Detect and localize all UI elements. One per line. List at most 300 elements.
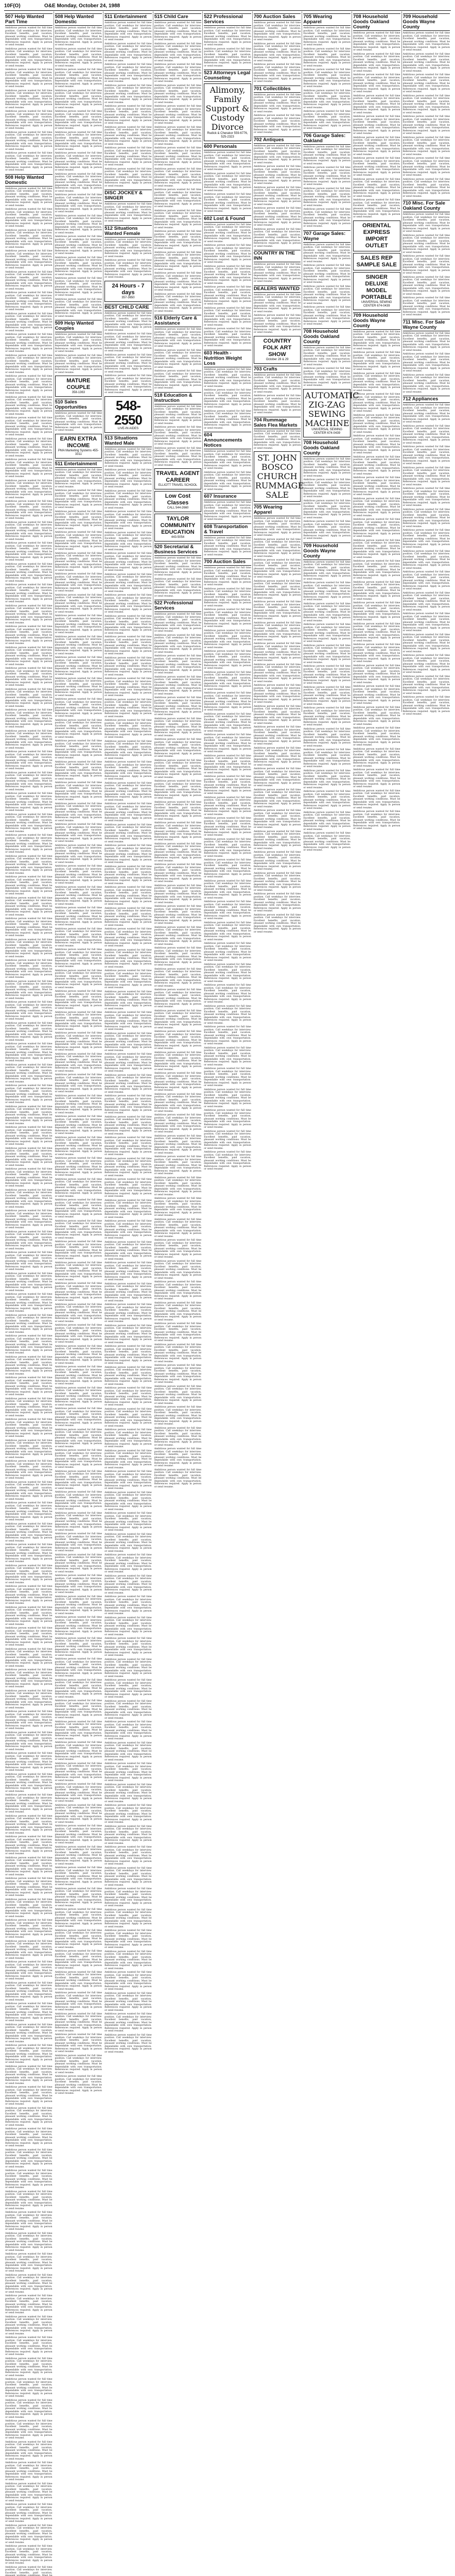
classified-ad: Ambitious person wanted for full time position. Call weekdays for interview. Excellent benefits, paid vacation, pleasant working conditions. Must be dependable with own transportation. References required. Apply in person or send resume. [154,1323,202,1343]
classified-ad: Ambitious person wanted for full time position. Call weekdays for interview. Excellent benefits, paid vacation, pleasant working conditions. Must be dependable with own transportation. References required. Apply in person or send resume. [303,264,351,284]
classified-ad: Ambitious person wanted for full time position. Call weekdays for interview. Excellent benefits, paid vacation, pleasant working conditions. Must be dependable with own transportation. References required. Apply in person or send resume. [55,1199,102,1219]
classified-ad: Ambitious person wanted for full time position. Call weekdays for interview. Excellent benefits, paid vacation, pleasant working conditions. Must be dependable with own transportation. References required. Apply in person or send resume. [5,1147,52,1167]
classified-ad: Ambitious person wanted for full time position. Call weekdays for interview. Excellent benefits, paid vacation, pleasant working conditions. Must be dependable with own transportation. References required. Apply in person or send resume. [353,706,400,726]
classified-ad: Ambitious person wanted for full time position. Call weekdays for interview. Excellent benefits, paid vacation, pleasant working conditions. Must be dependable with own transportation. References required. Apply in person or send resume. [254,538,301,558]
classified-ad: Ambitious person wanted for full time position. Call weekdays for interview. Excellent benefits, paid vacation, pleasant working conditions. Must be dependable with own transportation. References required. Apply in person or send resume. [104,1387,152,1407]
classified-ad: Ambitious person wanted for full time position. Call weekdays for interview. Excellent benefits, paid vacation, pleasant working conditions. Must be dependable with own transportation. References required. Apply in person or send resume. [5,939,52,959]
classified-ad: Ambitious person wanted for full time position. Call weekdays for interview. Excellent benefits, paid vacation, pleasant working conditions. Must be dependable with own transportation. References required. Apply in person or send resume. [5,1877,52,1897]
classified-ad: Ambitious person wanted for full time position. Call weekdays for interview. Excellent benefits, paid vacation, pleasant working conditions. Must be dependable with own transportation. References required. Apply in person or send resume. [204,775,251,795]
classified-ad: Ambitious person wanted for full time position. Call weekdays for interview. Excellent benefits, paid vacation, pleasant working conditions. Must be dependable with own transportation. References required. Apply in person or send resume. [104,1533,152,1553]
classified-ad: Ambitious person wanted for full time position. Call weekdays for interview. Excellent benefits, paid vacation, pleasant working conditions. Must be dependable with own transportation. References required. Apply in person or send resume. [204,650,251,670]
classified-column [402,11,451,712]
classified-ad: Ambitious person wanted for full time position. Call weekdays for interview. Excellent benefits, paid vacation, pleasant working conditions. Must be dependable with own transportation. References required. Apply in person or send resume. [154,1406,202,1426]
classified-ad: Ambitious person wanted for full time position. Call weekdays for interview. Excellent benefits, paid vacation, pleasant working conditions. Must be dependable with own transportation. References required. Apply in person or send resume. [204,151,251,172]
section-heading: 712 Appliances [403,396,450,403]
classified-ad: Ambitious person wanted for full time position. Call weekdays for interview. Excellent benefits, paid vacation, pleasant working conditions. Must be dependable with own transportation. References required. Apply in person or send resume. [55,1888,102,1908]
classified-ad: Ambitious person wanted for full time position. Call weekdays for interview. Excellent benefits, paid vacation, pleasant working conditions. Must be dependable with own transportation. References required. Apply in person or send resume. [154,63,202,83]
classified-ad: Ambitious person wanted for full time position. Call weekdays for interview. Excellent benefits, paid vacation, pleasant working conditions. Must be dependable with own transportation. References required. Apply in person or send resume. [5,250,52,270]
classified-ad: Ambitious person wanted for full time position. Call weekdays for interview. Excellent benefits, paid vacation, pleasant working conditions. Must be dependable with own transportation. References required. Apply in person or send resume. [154,738,202,758]
classified-ad: Ambitious person wanted for full time position. Call weekdays for interview. Excellent benefits, paid vacation, pleasant working conditions. Must be dependable with own transportation. References required. Apply in person or send resume. [5,1899,52,1919]
classified-ad: Ambitious person wanted for full time position. Call weekdays for interview. Excellent benefits, paid vacation, pleasant working conditions. Must be dependable with own transportation. References required. Apply in person or send resume. [154,349,202,369]
classified-ad: Ambitious person wanted for full time position. Call weekdays for interview. Excellent benefits, paid vacation, pleasant working conditions. Must be dependable with own transportation. References required. Apply in person or send resume. [403,32,450,52]
classified-ad: Ambitious person wanted for full time position. Call weekdays for interview. Excellent benefits, paid vacation, pleasant working conditions. Must be dependable with own transportation. References required. Apply in person or send resume. [5,2003,52,2023]
classified-ad: Ambitious person wanted for full time position. Call weekdays for interview. Excellent benefits, paid vacation, pleasant working conditions. Must be dependable with own transportation. References required. Apply in person or send resume. [204,734,251,754]
classified-ad: Ambitious person wanted for full time position. Call weekdays for interview. Excellent benefits, paid vacation, pleasant working conditions. Must be dependable with own transportation. References required. Apply in person or send resume. [55,844,102,865]
classified-ad: Ambitious person wanted for full time position. Call weekdays for interview. Excellent benefits, paid vacation, pleasant working conditions. Must be dependable with own transportation. References required. Apply in person or send resume. [5,1189,52,1209]
classified-ad: Ambitious person wanted for full time position. Call weekdays for interview. Excellent benefits, paid vacation, pleasant working conditions. Must be dependable with own transportation. References required. Apply in person or send resume. [204,368,251,388]
section-heading: 707 Garage Sales: Wayne [303,230,351,243]
classified-ad: Ambitious person wanted for full time position. Call weekdays for interview. Excellent benefits, paid vacation, pleasant working conditions. Must be dependable with own transportation. References required. Apply in person or send resume. [55,2055,102,2075]
classified-ad: Ambitious person wanted for full time position. Call weekdays for interview. Excellent benefits, paid vacation, pleasant working conditions. Must be dependable with own transportation. References required. Apply in person or send resume. [204,244,251,264]
classified-ad: Ambitious person wanted for full time position. Call weekdays for interview. Excellent benefits, paid vacation, pleasant working conditions. Must be dependable with own transportation. References required. Apply in person or send resume. [254,374,301,394]
classified-ad: Ambitious person wanted for full time position. Call weekdays for interview. Excellent benefits, paid vacation, pleasant working conditions. Must be dependable with own transportation. References required. Apply in person or send resume. [55,1867,102,1887]
classified-ad: Ambitious person wanted for full time position. Call weekdays for interview. Excellent benefits, paid vacation, pleasant working conditions. Must be dependable with own transportation. References required. Apply in person or send resume. [5,1940,52,1960]
classified-ad: Ambitious person wanted for full time position. Call weekdays for interview. Excellent benefits, paid vacation, pleasant working conditions. Must be dependable with own transportation. References required. Apply in person or send resume. [204,859,251,879]
classified-ad: Ambitious person wanted for full time position. Call weekdays for interview. Excellent benefits, paid vacation, pleasant working conditions. Must be dependable with own transportation. References required. Apply in person or send resume. [154,1385,202,1405]
classified-ad: Ambitious person wanted for full time position. Call weekdays for interview. Excellent benefits, paid vacation, pleasant working conditions. Must be dependable with own transportation. References required. Apply in person or send resume. [5,1627,52,1647]
classified-ad: Ambitious person wanted for full time position. Call weekdays for interview. Excellent benefits, paid vacation, pleasant working conditions. Must be dependable with own transportation. References required. Apply in person or send resume. [104,1992,152,2012]
classified-ad: Ambitious person wanted for full time position. Call weekdays for interview. Excellent benefits, paid vacation, pleasant working conditions. Must be dependable with own transportation. References required. Apply in person or send resume. [104,1846,152,1866]
classified-ad: Ambitious person wanted for full time position. Call weekdays for interview. Excellent benefits, paid vacation, pleasant working conditions. Must be dependable with own transportation. References required. Apply in person or send resume. [104,1262,152,1282]
classified-ad: Ambitious person wanted for full time position. Call weekdays for interview. Excellent benefits, paid vacation, pleasant working conditions. Must be dependable with own transportation. References required. Apply in person or send resume. [55,1303,102,1324]
classified-ad: Ambitious person wanted for full time position. Call weekdays for interview. Excellent benefits, paid vacation, pleasant working conditions. Must be dependable with own transportation. References required. Apply in person or send resume. [104,1199,152,1219]
classified-ad: Ambitious person wanted for full time position. Call weekdays for interview. Excellent benefits, paid vacation, pleasant working conditions. Must be dependable with own transportation. References required. Apply in person or send resume. [303,110,351,130]
section-heading: 510 Sales Opportunities [55,399,102,411]
classified-ad: Ambitious person wanted for full time position. Call weekdays for interview. Excellent benefits, paid vacation, pleasant working conditions. Must be dependable with own transportation. References required. Apply in person or send resume. [55,1157,102,1177]
classified-ad: Ambitious person wanted for full time position. Call weekdays for interview. Excellent benefits, paid vacation, pleasant working conditions. Must be dependable with own transportation. References required. Apply in person or send resume. [204,410,251,430]
classified-ad: Ambitious person wanted for full time position. Call weekdays for interview. Excellent benefits, paid vacation, pleasant working conditions. Must be dependable with own transportation. References required. Apply in person or send resume. [254,580,301,600]
classified-ad: Ambitious person wanted for full time position. Call weekdays for interview. Excellent benefits, paid vacation, pleasant working conditions. Must be dependable with own transportation. References required. Apply in person or send resume. [154,447,202,467]
classified-ad: Ambitious person wanted for full time position. Call weekdays for interview. Excellent benefits, paid vacation, pleasant working conditions. Must be dependable with own transportation. References required. Apply in person or send resume. [104,1554,152,1574]
classified-ad: Ambitious person wanted for full time position. Call weekdays for interview. Excellent benefits, paid vacation, pleasant working conditions. Must be dependable with own transportation. References required. Apply in person or send resume. [55,333,102,353]
classified-ad: Ambitious person wanted for full time position. Call weekdays for interview. Excellent benefits, paid vacation, pleasant working conditions. Must be dependable with own transportation. References required. Apply in person or send resume. [5,438,52,458]
classified-ad: Ambitious person wanted for full time position. Call weekdays for interview. Excellent benefits, paid vacation, pleasant working conditions. Must be dependable with own transportation. References required. Apply in person or send resume. [5,1273,52,1293]
classified-ad: Ambitious person wanted for full time position. Call weekdays for interview. Excellent benefits, paid vacation, pleasant working conditions. Must be dependable with own transportation. References required. Apply in person or send resume. [5,1606,52,1626]
classified-ad: Ambitious person wanted for full time position. Call weekdays for interview. Excellent benefits, paid vacation, pleasant working conditions. Must be dependable with own transportation. References required. Apply in person or send resume. [104,1303,152,1324]
classified-ad: Ambitious person wanted for full time position. Call weekdays for interview. Excellent benefits, paid vacation, pleasant working conditions. Must be dependable with own transportation. References required. Apply in person or send resume. [55,1825,102,1845]
section-heading: 704 Rummage Sales Flea Markets [254,417,301,429]
classified-ad: Ambitious person wanted for full time position. Call weekdays for interview. Excellent benefits, paid vacation, pleasant working conditions. Must be dependable with own transportation. References required. Apply in person or send resume. [55,1554,102,1574]
classified-ad: Ambitious person wanted for full time position. Call weekdays for interview. Excellent benefits, paid vacation, pleasant working conditions. Must be dependable with own transportation. References required. Apply in person or send resume. [5,1669,52,1689]
display-ad-contact: LIVE-IN AIDES [106,427,150,431]
classified-ad: Ambitious person wanted for full time position. Call weekdays for interview. Excellent benefits, paid vacation, pleasant working conditions. Must be dependable with own transportation. References required. Apply in person or send resume. [55,1512,102,1532]
classified-ad: Ambitious person wanted for full time position. Call weekdays for interview. Excellent benefits, paid vacation, pleasant working conditions. Must be dependable with own transportation. References required. Apply in person or send resume. [353,623,400,643]
display-ad-title: 24 Hours - 7 days [106,283,150,296]
classified-ad: Ambitious person wanted for full time position. Call weekdays for interview. Excellent benefits, paid vacation, pleasant working conditions. Must be dependable with own transportation. References required. Apply in person or send resume. [353,498,400,518]
classified-ad: Ambitious person wanted for full time position. Call weekdays for interview. Excellent benefits, paid vacation, pleasant working conditions. Must be dependable with own transportation. References required. Apply in person or send resume. [104,1178,152,1198]
classified-ad: Ambitious person wanted for full time position. Call weekdays for interview. Excellent benefits, paid vacation, pleasant working conditions. Must be dependable with own transportation. References required. Apply in person or send resume. [204,389,251,409]
classified-ad: Ambitious person wanted for full time position. Call weekdays for interview. Excellent benefits, paid vacation, pleasant working conditions. Must be dependable with own transportation. References required. Apply in person or send resume. [403,157,450,177]
classified-ad: Ambitious person wanted for full time position. Call weekdays for interview. Excellent benefits, paid vacation, pleasant working conditions. Must be dependable with own transportation. References required. Apply in person or send resume. [104,719,152,739]
classified-ad: Ambitious person wanted for full time position. Call weekdays for interview. Excellent benefits, paid vacation, pleasant working conditions. Must be dependable with own transportation. References required. Apply in person or send resume. [5,1523,52,1543]
classified-ad: Ambitious person wanted for full time position. Call weekdays for interview. Excellent benefits, paid vacation, pleasant working conditions. Must be dependable with own transportation. References required. Apply in person or send resume. [254,187,301,207]
classified-ad: Ambitious person wanted for full time position. Call weekdays for interview. Excellent benefits, paid vacation, pleasant working conditions. Must be dependable with own transportation. References required. Apply in person or send resume. [303,770,351,790]
classified-ad: Ambitious person wanted for full time position. Call weekdays for interview. Excellent benefits, paid vacation, pleasant working conditions. Must be dependable with own transportation. References required. Apply in person or send resume. [154,634,202,654]
classified-ad: Ambitious person wanted for full time position. Call weekdays for interview. Excellent benefits, paid vacation, pleasant working conditions. Must be dependable with own transportation. References required. Apply in person or send resume. [154,84,202,105]
classified-ad: Ambitious person wanted for full time position. Call weekdays for interview. Excellent benefits, paid vacation, pleasant working conditions. Must be dependable with own transportation. References required. Apply in person or send resume. [104,1450,152,1470]
classified-ad: Ambitious person wanted for full time position. Call weekdays for interview. Excellent benefits, paid vacation, pleasant working conditions. Must be dependable with own transportation. References required. Apply in person or send resume. [353,581,400,601]
classified-ad: Ambitious person wanted for full time position. Call weekdays for interview. Excellent benefits, paid vacation, pleasant working conditions. Must be dependable with own transportation. References required. Apply in person or send resume. [5,2462,52,2482]
classified-ad: Ambitious person wanted for full time position. Call weekdays for interview. Excellent benefits, paid vacation, pleasant working conditions. Must be dependable with own transportation. References required. Apply in person or send resume. [5,2295,52,2315]
classified-ad: Ambitious person wanted for full time position. Call weekdays for interview. Excellent benefits, paid vacation, pleasant working conditions. Must be dependable with own transportation. References required. Apply in person or send resume. [353,560,400,580]
classified-ad: Ambitious person wanted for full time position. Call weekdays for interview. Excellent benefits, paid vacation, pleasant working conditions. Must be dependable with own transportation. References required. Apply in person or send resume. [104,1095,152,1115]
classified-ad: Ambitious person wanted for full time position. Call weekdays for interview. Excellent benefits, paid vacation, pleasant working conditions. Must be dependable with own transportation. References required. Apply in person or send resume. [5,563,52,583]
section-heading: COUNTRY IN THE INN [254,250,301,262]
classified-ad: Ambitious person wanted for full time position. Call weekdays for interview. Excellent benefits, paid vacation, pleasant working conditions. Must be dependable with own transportation. References required. Apply in person or send resume. [104,532,152,552]
classified-ad: Ambitious person wanted for full time position. Call weekdays for interview. Excellent benefits, paid vacation, pleasant working conditions. Must be dependable with own transportation. References required. Apply in person or send resume. [254,914,301,934]
classified-ad: Ambitious person wanted for full time position. Call weekdays for interview. Excellent benefits, paid vacation, pleasant working conditions. Must be dependable with own transportation. References required. Apply in person or send resume. [303,520,351,540]
classified-ad: Ambitious person wanted for full time position. Call weekdays for interview. Excellent benefits, paid vacation, pleasant working conditions. Must be dependable with own transportation. References required. Apply in person or send resume. [5,1773,52,1793]
classified-ad: Ambitious person wanted for full time position. Call weekdays for interview. Excellent benefits, paid vacation, pleasant working conditions. Must be dependable with own transportation. References required. Apply in person or send resume. [154,1010,202,1030]
classified-ad: Ambitious person wanted for full time position. Call weekdays for interview. Excellent benefits, paid vacation, pleasant working conditions. Must be dependable with own transportation. References required. Apply in person or send resume. [353,435,400,455]
classified-ad: Ambitious person wanted for full time position. Call weekdays for interview. Excellent benefits, paid vacation, pleasant working conditions. Must be dependable with own transportation. References required. Apply in person or send resume. [104,1762,152,1783]
classified-ad: Ambitious person wanted for full time position. Call weekdays for interview. Excellent benefits, paid vacation, pleasant working conditions. Must be dependable with own transportation. References required. Apply in person or send resume. [104,782,152,802]
classified-ad: Ambitious person wanted for full time position. Call weekdays for interview. Excellent benefits, paid vacation, pleasant working conditions. Must be dependable with own transportation. References required. Apply in person or send resume. [104,126,152,146]
classified-ad: Ambitious person wanted for full time position. Call weekdays for interview. Excellent benefits, paid vacation, pleasant working conditions. Must be dependable with own transportation. References required. Apply in person or send resume. [303,790,351,810]
section-heading: 709 Household Goods Wayne County [303,543,351,560]
classified-ad: Ambitious person wanted for full time position. Call weekdays for interview. Excellent benefits, paid vacation, pleasant working conditions. Must be dependable with own transportation. References required. Apply in person or send resume. [104,1074,152,1094]
classified-ad: Ambitious person wanted for full time position. Call weekdays for interview. Excellent benefits, paid vacation, pleasant working conditions. Must be dependable with own transportation. References required. Apply in person or send resume. [154,801,202,821]
classified-ad: Ambitious person wanted for full time position. Call weekdays for interview. Excellent benefits, paid vacation, pleasant working conditions. Must be dependable with own transportation. References required. Apply in person or send resume. [154,697,202,717]
classified-ad: Ambitious person wanted for full time position. Call weekdays for interview. Excellent benefits, paid vacation, pleasant working conditions. Must be dependable with own transportation. References required. Apply in person or send resume. [403,613,450,633]
classified-ad: Ambitious person wanted for full time position. Call weekdays for interview. Excellent benefits, paid vacation, pleasant working conditions. Must be dependable with own transportation. References required. Apply in person or send resume. [5,2441,52,2461]
section-heading: BEST CHILD CARE [104,304,152,311]
classified-ad: Ambitious person wanted for full time position. Call weekdays for interview. Excellent benefits, paid vacation, pleasant working conditions. Must be dependable with own transportation. References required. Apply in person or send resume. [353,518,400,538]
classified-ad: Ambitious person wanted for full time position. Call weekdays for interview. Excellent benefits, paid vacation, pleasant working conditions. Must be dependable with own transportation. References required. Apply in person or send resume. [403,425,450,445]
classified-ad: Ambitious person wanted for full time position. Call weekdays for interview. Excellent benefits, paid vacation, pleasant working conditions. Must be dependable with own transportation. References required. Apply in person or send resume. [55,948,102,969]
classified-ad: Ambitious person wanted for full time position. Call weekdays for interview. Excellent benefits, paid vacation, pleasant working conditions. Must be dependable with own transportation. References required. Apply in person or send resume. [254,207,301,227]
classified-ad: Ambitious person wanted for full time position. Call weekdays for interview. Excellent benefits, paid vacation, pleasant working conditions. Must be dependable with own transportation. References required. Apply in person or send resume. [104,1784,152,1804]
classified-ad: Ambitious person wanted for full time position. Call weekdays for interview. Excellent benefits, paid vacation, pleasant working conditions. Must be dependable with own transportation. References required. Apply in person or send resume. [55,2013,102,2033]
classified-ad: Ambitious person wanted for full time position. Call weekdays for interview. Excellent benefits, paid vacation, pleasant working conditions. Must be dependable with own transportation. References required. Apply in person or send resume. [5,1919,52,1939]
classified-ad: Ambitious person wanted for full time position. Call weekdays for interview. Excellent benefits, paid vacation, pleasant working conditions. Must be dependable with own transportation. References required. Apply in person or send resume. [204,630,251,650]
classified-ad: Ambitious person wanted for full time position. Call weekdays for interview. Excellent benefits, paid vacation, pleasant working conditions. Must be dependable with own transportation. References required. Apply in person or send resume. [55,698,102,718]
classified-ad: Ambitious person wanted for full time position. Call weekdays for interview. Excellent benefits, paid vacation, pleasant working conditions. Must be dependable with own transportation. References required. Apply in person or send resume. [403,571,450,591]
classified-ad: Ambitious person wanted for full time position. Call weekdays for interview. Excellent benefits, paid vacation, pleasant working conditions. Must be dependable with own transportation. References required. Apply in person or send resume. [5,792,52,812]
classified-ad: Ambitious person wanted for full time position. Call weekdays for interview. Excellent benefits, paid vacation, pleasant working conditions. Must be dependable with own transportation. References required. Apply in person or send resume. [55,677,102,698]
classified-ad: Ambitious person wanted for full time position. Call weekdays for interview. Excellent benefits, paid vacation, pleasant working conditions. Must be dependable with own transportation. References required. Apply in person or send resume. [5,1064,52,1084]
classified-ad: Ambitious person wanted for full time position. Call weekdays for interview. Excellent benefits, paid vacation, pleasant working conditions. Must be dependable with own transportation. References required. Apply in person or send resume. [104,490,152,510]
classified-ad: Ambitious person wanted for full time position. Call weekdays for interview. Excellent benefits, paid vacation, pleasant working conditions. Must be dependable with own transportation. References required. Apply in person or send resume. [403,353,450,373]
display-ad-contact: ELLIOTT TRAVEL SCHOOL [156,484,200,487]
classified-ad: Ambitious person wanted for full time position. Call weekdays for interview. Excellent benefits, paid vacation, pleasant working conditions. Must be dependable with own transportation. References required. Apply in person or send resume. [303,707,351,727]
display-ad-box [55,376,102,397]
classified-ad: Ambitious person wanted for full time position. Call weekdays for interview. Excellent benefits, paid vacation, pleasant working conditions. Must be dependable with own transportation. References required. Apply in person or send resume. [254,395,301,415]
classified-ad: Ambitious person wanted for full time position. Call weekdays for interview. Excellent benefits, paid vacation, pleasant working conditions. Must be dependable with own transportation. References required. Apply in person or send resume. [55,1596,102,1616]
classified-ad: Ambitious person wanted for full time position. Call weekdays for interview. Excellent benefits, paid vacation, pleasant working conditions. Must be dependable with own transportation. References required. Apply in person or send resume. [254,872,301,892]
classified-ad: Ambitious person wanted for full time position. Call weekdays for interview. Excellent benefits, paid vacation, pleasant working conditions. Must be dependable with own transportation. References required. Apply in person or send resume. [254,664,301,684]
classified-ad: Ambitious person wanted for full time position. Call weekdays for interview. Excellent benefits, paid vacation, pleasant working conditions. Must be dependable with own transportation. References required. Apply in person or send resume. [55,90,102,110]
classified-ad: Ambitious person wanted for full time position. Call weekdays for interview. Excellent benefits, paid vacation, pleasant working conditions. Must be dependable with own transportation. References required. Apply in person or send resume. [154,905,202,925]
classified-ad: Ambitious person wanted for full time position. Call weekdays for interview. Excellent benefits, paid vacation, pleasant working conditions. Must be dependable with own transportation. References required. Apply in person or send resume. [5,480,52,500]
classified-ad: Ambitious person wanted for full time position. Call weekdays for interview. Excellent benefits, paid vacation, pleasant working conditions. Must be dependable with own transportation. References required. Apply in person or send resume. [204,471,251,492]
classified-ad: Ambitious person wanted for full time position. Call weekdays for interview. Excellent benefits, paid vacation, pleasant working conditions. Must be dependable with own transportation. References required. Apply in person or send resume. [5,1126,52,1146]
classified-ad: Ambitious person wanted for full time position. Call weekdays for interview. Excellent benefits, paid vacation, pleasant working conditions. Must be dependable with own transportation. References required. Apply in person or send resume. [5,1356,52,1376]
classified-ad: Ambitious person wanted for full time position. Call weekdays for interview. Excellent benefits, paid vacation, pleasant working conditions. Must be dependable with own transportation. References required. Apply in person or send resume. [104,1220,152,1240]
classified-ad: Ambitious person wanted for full time position. Call weekdays for interview. Excellent benefits, paid vacation, pleasant working conditions. Must be dependable with own transportation. References required. Apply in person or send resume. [5,1836,52,1856]
classified-ad: Ambitious person wanted for full time position. Call weekdays for interview. Excellent benefits, paid vacation, pleasant working conditions. Must be dependable with own transportation. References required. Apply in person or send resume. [303,811,351,832]
display-ad-box [303,389,351,437]
classified-ad: Ambitious person wanted for full time position. Call weekdays for interview. Excellent benefits, paid vacation, pleasant working conditions. Must be dependable with own transportation. References required. Apply in person or send resume. [403,467,450,487]
classified-ad: Ambitious person wanted for full time position. Call weekdays for interview. Excellent benefits, paid vacation, pleasant working conditions. Must be dependable with own transportation. References required. Apply in person or send resume. [154,926,202,946]
display-ad-box [254,336,301,364]
classified-ad: Ambitious person wanted for full time position. Call weekdays for interview. Excellent benefits, paid vacation, pleasant working conditions. Must be dependable with own transportation. References required. Apply in person or send resume. [303,603,351,623]
classified-ad: Ambitious person wanted for full time position. Call weekdays for interview. Excellent benefits, paid vacation, pleasant working conditions. Must be dependable with own transportation. References required. Apply in person or send resume. [204,796,251,817]
classified-ad: Ambitious person wanted for full time position. Call weekdays for interview. Excellent benefits, paid vacation, pleasant working conditions. Must be dependable with own transportation. References required. Apply in person or send resume. [104,636,152,656]
section-heading: 710 Misc. For Sale Oakland County [403,200,450,212]
paper-dateline: O&E Monday, October 24, 1988 [44,3,120,9]
classified-ad: Ambitious person wanted for full time position. Call weekdays for interview. Excellent benefits, paid vacation, pleasant working conditions. Must be dependable with own transportation. References required. Apply in person or send resume. [303,458,351,478]
classified-ad: Ambitious person wanted for full time position. Call weekdays for interview. Excellent benefits, paid vacation, pleasant working conditions. Must be dependable with own transportation. References required. Apply in person or send resume. [5,2378,52,2398]
classified-ad: Ambitious person wanted for full time position. Call weekdays for interview. Excellent benefits, paid vacation, pleasant working conditions. Must be dependable with own transportation. References required. Apply in person or send resume. [5,2149,52,2169]
classified-ad: Ambitious person wanted for full time position. Call weekdays for interview. Excellent benefits, paid vacation, pleasant working conditions. Must be dependable with own transportation. References required. Apply in person or send resume. [55,1408,102,1428]
classified-ad: Ambitious person wanted for full time position. Call weekdays for interview. Excellent benefits, paid vacation, pleasant working conditions. Must be dependable with own transportation. References required. Apply in person or send resume. [5,1794,52,1814]
classified-ad: Ambitious person wanted for full time position. Call weekdays for interview. Excellent benefits, paid vacation, pleasant working conditions. Must be dependable with own transportation. References required. Apply in person or send resume. [353,477,400,497]
classified-ad: Ambitious person wanted for full time position. Call weekdays for interview. Excellent benefits, paid vacation, pleasant working conditions. Must be dependable with own transportation. References required. Apply in person or send resume. [353,414,400,434]
classified-ad: Ambitious person wanted for full time position. Call weekdays for interview. Excellent benefits, paid vacation, pleasant working conditions. Must be dependable with own transportation. References required. Apply in person or send resume. [403,675,450,696]
classified-ad: Ambitious person wanted for full time position. Call weekdays for interview. Excellent benefits, paid vacation, pleasant working conditions. Must be dependable with own transportation. References required. Apply in person or send resume. [55,1053,102,1073]
classified-ad: Ambitious person wanted for full time position. Call weekdays for interview. Excellent benefits, paid vacation, pleasant working conditions. Must be dependable with own transportation. References required. Apply in person or send resume. [403,404,450,424]
classified-ad: Ambitious person wanted for full time position. Call weekdays for interview. Excellent benefits, paid vacation, pleasant working conditions. Must be dependable with own transportation. References required. Apply in person or send resume. [403,213,450,233]
classified-ad: Ambitious person wanted for full time position. Call weekdays for interview. Excellent benefits, paid vacation, pleasant working conditions. Must be dependable with own transportation. References required. Apply in person or send resume. [403,276,450,296]
classified-ad: Ambitious person wanted for full time position. Call weekdays for interview. Excellent benefits, paid vacation, pleasant working conditions. Must be dependable with own transportation. References required. Apply in person or send resume. [154,405,202,426]
classified-ad: Ambitious person wanted for full time position. Call weekdays for interview. Excellent benefits, paid vacation, pleasant working conditions. Must be dependable with own transportation. References required. Apply in person or send resume. [204,265,251,285]
classified-ad: Ambitious person wanted for full time position. Call weekdays for interview. Excellent benefits, paid vacation, pleasant working conditions. Must be dependable with own transportation. References required. Apply in person or send resume. [303,285,351,306]
classified-ad: Ambitious person wanted for full time position. Call weekdays for interview. Excellent benefits, paid vacation, pleasant working conditions. Must be dependable with own transportation. References required. Apply in person or send resume. [104,333,152,353]
classified-ad: Ambitious person wanted for full time position. Call weekdays for interview. Excellent benefits, paid vacation, pleasant working conditions. Must be dependable with own transportation. References required. Apply in person or send resume. [55,277,102,297]
classified-ad: Ambitious person wanted for full time position. Call weekdays for interview. Excellent benefits, paid vacation, pleasant working conditions. Must be dependable with own transportation. References required. Apply in person or send resume. [154,655,202,675]
classified-ad: Ambitious person wanted for full time position. Call weekdays for interview. Excellent benefits, paid vacation, pleasant working conditions. Must be dependable with own transportation. References required. Apply in person or send resume. [403,654,450,674]
classified-ad: Ambitious person wanted for full time position. Call weekdays for interview. Excellent benefits, paid vacation, pleasant working conditions. Must be dependable with own transportation. References required. Apply in person or send resume. [104,1804,152,1824]
classified-ad: Ambitious person wanted for full time position. Call weekdays for interview. Excellent benefits, paid vacation, pleasant working conditions. Must be dependable with own transportation. References required. Apply in person or send resume. [204,838,251,858]
classified-ad: Ambitious person wanted for full time position. Call weekdays for interview. Excellent benefits, paid vacation, pleasant working conditions. Must be dependable with own transportation. References required. Apply in person or send resume. [403,115,450,135]
classified-ad: Ambitious person wanted for full time position. Call weekdays for interview. Excellent benefits, paid vacation, pleasant working conditions. Must be dependable with own transportation. References required. Apply in person or send resume. [5,2253,52,2273]
classified-ad: Ambitious person wanted for full time position. Call weekdays for interview. Excellent benefits, paid vacation, pleasant working conditions. Must be dependable with own transportation. References required. Apply in person or send resume. [254,294,301,314]
classified-ad: Ambitious person wanted for full time position. Call weekdays for interview. Excellent benefits, paid vacation, pleasant working conditions. Must be dependable with own transportation. References required. Apply in person or send resume. [254,705,301,725]
classified-ad: Ambitious person wanted for full time position. Call weekdays for interview. Excellent benefits, paid vacation, pleasant working conditions. Must be dependable with own transportation. References required. Apply in person or send resume. [5,1648,52,1668]
classified-ad: Ambitious person wanted for full time position. Call weekdays for interview. Excellent benefits, paid vacation, pleasant working conditions. Must be dependable with own transportation. References required. Apply in person or send resume. [5,1961,52,1981]
classified-ad: Ambitious person wanted for full time position. Call weekdays for interview. Excellent benefits, paid vacation, pleasant working conditions. Must be dependable with own transportation. References required. Apply in person or send resume. [353,769,400,789]
classified-ad: Ambitious person wanted for full time position. Call weekdays for interview. Excellent benefits, paid vacation, pleasant working conditions. Must be dependable with own transportation. References required. Apply in person or send resume. [204,1130,251,1150]
display-ad-box [204,83,251,141]
classified-ad: Ambitious person wanted for full time position. Call weekdays for interview. Excellent benefits, paid vacation, pleasant working conditions. Must be dependable with own transportation. References required. Apply in person or send resume. [154,578,202,598]
classified-ad: Ambitious person wanted for full time position. Call weekdays for interview. Excellent benefits, paid vacation, pleasant working conditions. Must be dependable with own transportation. References required. Apply in person or send resume. [5,1690,52,1710]
classified-ad: Ambitious person wanted for full time position. Call weekdays for interview. Excellent benefits, paid vacation, pleasant working conditions. Must be dependable with own transportation. References required. Apply in person or send resume. [204,880,251,900]
classified-ad: Ambitious person wanted for full time position. Call weekdays for interview. Excellent benefits, paid vacation, pleasant working conditions. Must be dependable with own transportation. References required. Apply in person or send resume. [204,1005,251,1025]
classified-ad: Ambitious person wanted for full time position. Call weekdays for interview. Excellent benefits, paid vacation, pleasant working conditions. Must be dependable with own transportation. References required. Apply in person or send resume. [5,1106,52,1126]
classified-ad: Ambitious person wanted for full time position. Call weekdays for interview. Excellent benefits, paid vacation, pleasant working conditions. Must be dependable with own transportation. References required. Apply in person or send resume. [5,188,52,208]
classified-ad: Ambitious person wanted for full time position. Call weekdays for interview. Excellent benefits, paid vacation, pleasant working conditions. Must be dependable with own transportation. References required. Apply in person or send resume. [104,928,152,948]
classified-ad: Ambitious person wanted for full time position. Call weekdays for interview. Excellent benefits, paid vacation, pleasant working conditions. Must be dependable with own transportation. References required. Apply in person or send resume. [5,1001,52,1021]
classified-ad: Ambitious person wanted for full time position. Call weekdays for interview. Excellent benefits, paid vacation, pleasant working conditions. Must be dependable with own transportation. References required. Apply in person or send resume. [104,1011,152,1031]
section-heading: 603 Health - Nutrition Weight Loss [204,350,251,367]
classified-ad: Ambitious person wanted for full time position. Call weekdays for interview. Excellent benefits, paid vacation, pleasant working conditions. Must be dependable with own transportation. References required. Apply in person or send resume. [204,963,251,984]
classified-ad: Ambitious person wanted for full time position. Call weekdays for interview. Excellent benefits, paid vacation, pleasant working conditions. Must be dependable with own transportation. References required. Apply in person or send resume. [154,759,202,779]
classified-ad: Ambitious person wanted for full time position. Call weekdays for interview. Excellent benefits, paid vacation, pleasant working conditions. Must be dependable with own transportation. References required. Apply in person or send resume. [55,823,102,843]
section-heading: 706 Garage Sales: Oakland [303,132,351,145]
section-heading: 703 Crafts [254,366,301,373]
classified-ad: Ambitious person wanted for full time position. Call weekdays for interview. Excellent benefits, paid vacation, pleasant working conditions. Must be dependable with own transportation. References required. Apply in person or send resume. [55,1950,102,1970]
classified-ad: Ambitious person wanted for full time position. Call weekdays for interview. Excellent benefits, paid vacation, pleasant working conditions. Must be dependable with own transportation. References required. Apply in person or send resume. [353,393,400,413]
classified-ad: Ambitious person wanted for full time position. Call weekdays for interview. Excellent benefits, paid vacation, pleasant working conditions. Must be dependable with own transportation. References required. Apply in person or send resume. [5,1460,52,1480]
classified-ad: Ambitious person wanted for full time position. Call weekdays for interview. Excellent benefits, paid vacation, pleasant working conditions. Must be dependable with own transportation. References required. Apply in person or send resume. [5,313,52,333]
masthead [4,3,451,11]
classified-ad: Ambitious person wanted for full time position. Call weekdays for interview. Excellent benefits, paid vacation, pleasant working conditions. Must be dependable with own transportation. References required. Apply in person or send resume. [104,761,152,781]
classified-ad: Ambitious person wanted for full time position. Call weekdays for interview. Excellent benefits, paid vacation, pleasant working conditions. Must be dependable with own transportation. References required. Apply in person or send resume. [154,1364,202,1384]
display-ad-title: COUNTRY FOLK ART SHOW [255,338,300,358]
classified-ad: Ambitious person wanted for full time position. Call weekdays for interview. Excellent benefits, paid vacation, pleasant working conditions. Must be dependable with own transportation. References required. Apply in person or send resume. [55,886,102,906]
classified-ad: Ambitious person wanted for full time position. Call weekdays for interview. Excellent benefits, paid vacation, pleasant working conditions. Must be dependable with own transportation. References required. Apply in person or send resume. [353,539,400,560]
classified-ad: Ambitious person wanted for full time position. Call weekdays for interview. Excellent benefits, paid vacation, pleasant working conditions. Must be dependable with own transportation. References required. Apply in person or send resume. [104,803,152,823]
classified-ad: Ambitious person wanted for full time position. Call weekdays for interview. Excellent benefits, paid vacation, pleasant working conditions. Must be dependable with own transportation. References required. Apply in person or send resume. [5,542,52,562]
section-heading: 520 Secretarial & Business Services [154,544,202,556]
section-heading: 523 Attorneys Legal Counseling [204,70,251,82]
section-heading: 604 Announcements Notices [204,432,251,449]
classified-ad: Ambitious person wanted for full time position. Call weekdays for interview. Excellent benefits, paid vacation, pleasant working conditions. Must be dependable with own transportation. References required. Apply in person or send resume. [204,307,251,327]
classified-ad: Ambitious person wanted for full time position. Call weekdays for interview. Excellent benefits, paid vacation, pleasant working conditions. Must be dependable with own transportation. References required. Apply in person or send resume. [5,1335,52,1355]
section-heading: 516 Elderly Care & Assistance [154,315,202,327]
classified-ad: Ambitious person wanted for full time position. Call weekdays for interview. Excellent benefits, paid vacation, pleasant working conditions. Must be dependable with own transportation. References required. Apply in person or send resume. [55,636,102,656]
section-heading: 511 Entertainment [104,13,152,21]
classified-ad: Ambitious person wanted for full time position. Call weekdays for interview. Excellent benefits, paid vacation, pleasant working conditions. Must be dependable with own transportation. References required. Apply in person or send resume. [254,430,301,450]
classified-ad: Ambitious person wanted for full time position. Call weekdays for interview. Excellent benefits, paid vacation, pleasant working conditions. Must be dependable with own transportation. References required. Apply in person or send resume. [104,1408,152,1428]
display-ad-box [104,396,152,433]
display-ad-title: EARN EXTRA INCOME [57,436,101,449]
classified-ad: Ambitious person wanted for full time position. Call weekdays for interview. Excellent benefits, paid vacation, pleasant working conditions. Must be dependable with own transportation. References required. Apply in person or send resume. [204,450,251,470]
classified-ad: Ambitious person wanted for full time position. Call weekdays for interview. Excellent benefits, paid vacation, pleasant working conditions. Must be dependable with own transportation. References required. Apply in person or send resume. [5,2128,52,2148]
classified-ad: Ambitious person wanted for full time position. Call weekdays for interview. Excellent benefits, paid vacation, pleasant working conditions. Must be dependable with own transportation. References required. Apply in person or send resume. [5,605,52,625]
classified-ad: Ambitious person wanted for full time position. Call weekdays for interview. Excellent benefits, paid vacation, pleasant working conditions. Must be dependable with own transportation. References required. Apply in person or send resume. [403,487,450,507]
classified-ad: Ambitious person wanted for full time position. Call weekdays for interview. Excellent benefits, paid vacation, pleasant working conditions. Must be dependable with own transportation. References required. Apply in person or send resume. [55,1929,102,1950]
classified-ad: Ambitious person wanted for full time position. Call weekdays for interview. Excellent benefits, paid vacation, pleasant working conditions. Must be dependable with own transportation. References required. Apply in person or send resume. [154,1260,202,1280]
classified-ad: Ambitious person wanted for full time position. Call weekdays for interview. Excellent benefits, paid vacation, pleasant working conditions. Must be dependable with own transportation. References required. Apply in person or send resume. [254,22,301,42]
classified-ad: Ambitious person wanted for full time position. Call weekdays for interview. Excellent benefits, paid vacation, pleasant working conditions. Must be dependable with own transportation. References required. Apply in person or send resume. [154,1344,202,1364]
classified-ad: Ambitious person wanted for full time position. Call weekdays for interview. Excellent benefits, paid vacation, pleasant working conditions. Must be dependable with own transportation. References required. Apply in person or send resume. [204,1151,251,1171]
classified-ad: Ambitious person wanted for full time position. Call weekdays for interview. Excellent benefits, paid vacation, pleasant working conditions. Must be dependable with own transportation. References required. Apply in person or send resume. [55,1741,102,1761]
classified-ad: Ambitious person wanted for full time position. Call weekdays for interview. Excellent benefits, paid vacation, pleasant working conditions. Must be dependable with own transportation. References required. Apply in person or send resume. [5,292,52,312]
classified-ad: Ambitious person wanted for full time position. Call weekdays for interview. Excellent benefits, paid vacation, pleasant working conditions. Must be dependable with own transportation. References required. Apply in person or send resume. [303,146,351,166]
classified-ad: Ambitious person wanted for full time position. Call weekdays for interview. Excellent benefits, paid vacation, pleasant working conditions. Must be dependable with own transportation. References required. Apply in person or send resume. [303,623,351,643]
section-heading: 508 Help Wanted Domestic [5,174,52,187]
classified-ad: Ambitious person wanted for full time position. Call weekdays for interview. Excellent benefits, paid vacation, pleasant working conditions. Must be dependable with own transportation. References required. Apply in person or send resume. [353,372,400,393]
classified-ad: Ambitious person wanted for full time position. Call weekdays for interview. Excellent benefits, paid vacation, pleasant working conditions. Must be dependable with own transportation. References required. Apply in person or send resume. [403,234,450,255]
classified-ad: Ambitious person wanted for full time position. Call weekdays for interview. Excellent benefits, paid vacation, pleasant working conditions. Must be dependable with own transportation. References required. Apply in person or send resume. [154,1218,202,1239]
classified-ad: Ambitious person wanted for full time position. Call weekdays for interview. Excellent benefits, paid vacation, pleasant working conditions. Must be dependable with own transportation. References required. Apply in person or send resume. [55,1449,102,1469]
classified-ad: Ambitious person wanted for full time position. Call weekdays for interview. Excellent benefits, paid vacation, pleasant working conditions. Must be dependable with own transportation. References required. Apply in person or send resume. [403,529,450,549]
classified-ad: Ambitious person wanted for full time position. Call weekdays for interview. Excellent benefits, paid vacation, pleasant working conditions. Must be dependable with own transportation. References required. Apply in person or send resume. [303,645,351,665]
classified-ad: Ambitious person wanted for full time position. Call weekdays for interview. Excellent benefits, paid vacation, pleasant working conditions. Must be dependable with own transportation. References required. Apply in person or send resume. [154,989,202,1009]
classified-ad: Ambitious person wanted for full time position. Call weekdays for interview. Excellent benefits, paid vacation, pleasant working conditions. Must be dependable with own transportation. References required. Apply in person or send resume. [5,48,52,68]
classified-ad: Ambitious person wanted for full time position. Call weekdays for interview. Excellent benefits, paid vacation, pleasant working conditions. Must be dependable with own transportation. References required. Apply in person or send resume. [5,897,52,917]
classified-ad: Ambitious person wanted for full time position. Call weekdays for interview. Excellent benefits, paid vacation, pleasant working conditions. Must be dependable with own transportation. References required. Apply in person or send resume. [104,1679,152,1699]
classified-ad: Ambitious person wanted for full time position. Call weekdays for interview. Excellent benefits, paid vacation, pleasant working conditions. Must be dependable with own transportation. References required. Apply in person or send resume. [204,755,251,775]
section-heading: 508 Help Wanted Domestic [55,13,102,26]
classified-ad: Ambitious person wanted for full time position. Call weekdays for interview. Excellent benefits, paid vacation, pleasant working conditions. Must be dependable with own transportation. References required. Apply in person or send resume. [353,810,400,831]
classified-ad: Ambitious person wanted for full time position. Call weekdays for interview. Excellent benefits, paid vacation, pleasant working conditions. Must be dependable with own transportation. References required. Apply in person or send resume. [104,84,152,105]
classified-ad: Ambitious person wanted for full time position. Call weekdays for interview. Excellent benefits, paid vacation, pleasant working conditions. Must be dependable with own transportation. References required. Apply in person or send resume. [104,1345,152,1365]
classified-ad: Ambitious person wanted for full time position. Call weekdays for interview. Excellent benefits, paid vacation, pleasant working conditions. Must be dependable with own transportation. References required. Apply in person or send resume. [104,1366,152,1386]
classified-ad: Ambitious person wanted for full time position. Call weekdays for interview. Excellent benefits, paid vacation, pleasant working conditions. Must be dependable with own transportation. References required. Apply in person or send resume. [204,328,251,348]
classified-ad: Ambitious person wanted for full time position. Call weekdays for interview. Excellent benefits, paid vacation, pleasant working conditions. Must be dependable with own transportation. References required. Apply in person or send resume. [254,768,301,788]
classified-ad: Ambitious person wanted for full time position. Call weekdays for interview. Excellent benefits, paid vacation, pleasant working conditions. Must be dependable with own transportation. References required. Apply in person or send resume. [204,901,251,921]
classified-ad: Ambitious person wanted for full time position. Call weekdays for interview. Excellent benefits, paid vacation, pleasant working conditions. Must be dependable with own transportation. References required. Apply in person or send resume. [104,1512,152,1532]
classified-ad: Ambitious person wanted for full time position. Call weekdays for interview. Excellent benefits, paid vacation, pleasant working conditions. Must be dependable with own transportation. References required. Apply in person or send resume. [154,1114,202,1134]
section-heading: 709 Household Goods Wayne County [353,312,400,330]
classified-ad: Ambitious person wanted for full time position. Call weekdays for interview. Excellent benefits, paid vacation, pleasant working conditions. Must be dependable with own transportation. References required. Apply in person or send resume. [154,947,202,967]
classified-ad: Ambitious person wanted for full time position. Call weekdays for interview. Excellent benefits, paid vacation, pleasant working conditions. Must be dependable with own transportation. References required. Apply in person or send resume. [55,1262,102,1282]
classified-ad: Ambitious person wanted for full time position. Call weekdays for interview. Excellent benefits, paid vacation, pleasant working conditions. Must be dependable with own transportation. References required. Apply in person or send resume. [5,333,52,353]
classified-ad: Ambitious person wanted for full time position. Call weekdays for interview. Excellent benefits, paid vacation, pleasant working conditions. Must be dependable with own transportation. References required. Apply in person or send resume. [55,1658,102,1678]
classified-column [54,11,104,712]
classified-ad: Ambitious person wanted for full time position. Call weekdays for interview. Excellent benefits, paid vacation, pleasant working conditions. Must be dependable with own transportation. References required. Apply in person or send resume. [154,1030,202,1050]
classified-ad: Ambitious person wanted for full time position. Call weekdays for interview. Excellent benefits, paid vacation, pleasant working conditions. Must be dependable with own transportation. References required. Apply in person or send resume. [104,1492,152,1512]
classified-ad: Ambitious person wanted for full time position. Call weekdays for interview. Excellent benefits, paid vacation, pleasant working conditions. Must be dependable with own transportation. References required. Apply in person or send resume. [303,367,351,387]
classified-ad: Ambitious person wanted for full time position. Call weekdays for interview. Excellent benefits, paid vacation, pleasant working conditions. Must be dependable with own transportation. References required. Apply in person or send resume. [204,501,251,521]
section-heading: 602 Lost & Found [204,215,251,223]
classified-ad: Ambitious person wanted for full time position. Call weekdays for interview. Excellent benefits, paid vacation, pleasant working conditions. Must be dependable with own transportation. References required. Apply in person or send resume. [55,1908,102,1928]
classified-ad: Ambitious person wanted for full time position. Call weekdays for interview. Excellent benefits, paid vacation, pleasant working conditions. Must be dependable with own transportation. References required. Apply in person or send resume. [303,166,351,187]
section-heading: 708 Household Goods Oakland County [303,328,351,346]
classified-ad: Ambitious person wanted for full time position. Call weekdays for interview. Excellent benefits, paid vacation, pleasant working conditions. Must be dependable with own transportation. References required. Apply in person or send resume. [5,27,52,47]
classified-ad: Ambitious person wanted for full time position. Call weekdays for interview. Excellent benefits, paid vacation, pleasant working conditions. Must be dependable with own transportation. References required. Apply in person or send resume. [154,863,202,884]
classified-ad: Ambitious person wanted for full time position. Call weekdays for interview. Excellent benefits, paid vacation, pleasant working conditions. Must be dependable with own transportation. References required. Apply in person or send resume. [5,2358,52,2378]
classified-ad: Ambitious person wanted for full time position. Call weekdays for interview. Excellent benefits, paid vacation, pleasant working conditions. Must be dependable with own transportation. References required. Apply in person or send resume. [55,990,102,1010]
classified-ad: Ambitious person wanted for full time position. Call weekdays for interview. Excellent benefits, paid vacation, pleasant working conditions. Must be dependable with own transportation. References required. Apply in person or send resume. [303,832,351,852]
classified-ad: Ambitious person wanted for full time position. Call weekdays for interview. Excellent benefits, paid vacation, pleasant working conditions. Must be dependable with own transportation. References required. Apply in person or send resume. [353,748,400,768]
display-ad-contact: 357-3650 [106,296,150,300]
classified-ad: Ambitious person wanted for full time position. Call weekdays for interview. Excellent benefits, paid vacation, pleasant working conditions. Must be dependable with own transportation. References required. Apply in person or send resume. [55,865,102,885]
classified-ad: Ambitious person wanted for full time position. Call weekdays for interview. Excellent benefits, paid vacation, pleasant working conditions. Must be dependable with own transportation. References required. Apply in person or send resume. [104,1658,152,1679]
classified-ad: Ambitious person wanted for full time position. Call weekdays for interview. Excellent benefits, paid vacation, pleasant working conditions. Must be dependable with own transportation. References required. Apply in person or send resume. [303,749,351,769]
classified-ad: Ambitious person wanted for full time position. Call weekdays for interview. Excellent benefits, paid vacation, pleasant working conditions. Must be dependable with own transportation. References required. Apply in person or send resume. [5,584,52,604]
classified-ad: Ambitious person wanted for full time position. Call weekdays for interview. Excellent benefits, paid vacation, pleasant working conditions. Must be dependable with own transportation. References required. Apply in person or send resume. [5,2524,52,2545]
classified-ad: Ambitious person wanted for full time position. Call weekdays for interview. Excellent benefits, paid vacation, pleasant working conditions. Must be dependable with own transportation. References required. Apply in person or send resume. [55,1324,102,1344]
classified-ad: Ambitious person wanted for full time position. Call weekdays for interview. Excellent benefits, paid vacation, pleasant working conditions. Must be dependable with own transportation. References required. Apply in person or send resume. [254,314,301,334]
classified-ad: Ambitious person wanted for full time position. Call weekdays for interview. Excellent benefits, paid vacation, pleasant working conditions. Must be dependable with own transportation. References required. Apply in person or send resume. [55,1721,102,1741]
classified-ad: Ambitious person wanted for full time position. Call weekdays for interview. Excellent benefits, paid vacation, pleasant working conditions. Must be dependable with own transportation. References required. Apply in person or send resume. [55,1387,102,1407]
section-heading: 701 Collectibles [254,86,301,93]
classified-ad: Ambitious person wanted for full time position. Call weekdays for interview. Excellent benefits, paid vacation, pleasant working conditions. Must be dependable with own transportation. References required. Apply in person or send resume. [55,1345,102,1365]
section-heading: 512 Situations Wanted Female [104,225,152,238]
section-heading: 511 Entertainment [55,461,102,468]
classified-ad: Ambitious person wanted for full time position. Call weekdays for interview. Excellent benefits, paid vacation, pleasant working conditions. Must be dependable with own transportation. References required. Apply in person or send resume. [154,22,202,42]
section-heading: 607 Insurance [204,493,251,500]
classified-ad: Ambitious person wanted for full time position. Call weekdays for interview. Excellent benefits, paid vacation, pleasant working conditions. Must be dependable with own transportation. References required. Apply in person or send resume. [5,1732,52,1752]
classified-ad: Ambitious person wanted for full time position. Call weekdays for interview. Excellent benefits, paid vacation, pleasant working conditions. Must be dependable with own transportation. References required. Apply in person or send resume. [154,168,202,188]
classified-ad: Ambitious person wanted for full time position. Call weekdays for interview. Excellent benefits, paid vacation, pleasant working conditions. Must be dependable with own transportation. References required. Apply in person or send resume. [353,115,400,135]
classified-ad: Ambitious person wanted for full time position. Call weekdays for interview. Excellent benefits, paid vacation, pleasant working conditions. Must be dependable with own transportation. References required. Apply in person or send resume. [5,1210,52,1230]
classified-ad: Ambitious person wanted for full time position. Call weekdays for interview. Excellent benefits, paid vacation, pleasant working conditions. Must be dependable with own transportation. References required. Apply in person or send resume. [5,2545,52,2565]
classified-ad: Ambitious person wanted for full time position. Call weekdays for interview. Excellent benefits, paid vacation, pleasant working conditions. Must be dependable with own transportation. References required. Apply in person or send resume. [55,48,102,68]
classified-ad: Ambitious person wanted for full time position. Call weekdays for interview. Excellent benefits, paid vacation, pleasant working conditions. Must be dependable with own transportation. References required. Apply in person or send resume. [55,928,102,948]
classified-ad: Ambitious person wanted for full time position. Call weekdays for interview. Excellent benefits, paid vacation, pleasant working conditions. Must be dependable with own transportation. References required. Apply in person or send resume. [104,375,152,395]
classified-ad: Ambitious person wanted for full time position. Call weekdays for interview. Excellent benefits, paid vacation, pleasant working conditions. Must be dependable with own transportation. References required. Apply in person or send resume. [303,686,351,706]
classified-ad: Ambitious person wanted for full time position. Call weekdays for interview. Excellent benefits, paid vacation, pleasant working conditions. Must be dependable with own transportation. References required. Apply in person or send resume. [5,2336,52,2357]
display-ad-title: SALES REP SAMPLE SALE [355,255,399,268]
classified-column [103,11,153,712]
classified-ad: Ambitious person wanted for full time position. Call weekdays for interview. Excellent benefits, paid vacation, pleasant working conditions. Must be dependable with own transportation. References required. Apply in person or send resume. [353,53,400,73]
classified-ad: Ambitious person wanted for full time position. Call weekdays for interview. Excellent benefits, paid vacation, pleasant working conditions. Must be dependable with own transportation. References required. Apply in person or send resume. [254,601,301,621]
classified-ad: Ambitious person wanted for full time position. Call weekdays for interview. Excellent benefits, paid vacation, pleasant working conditions. Must be dependable with own transportation. References required. Apply in person or send resume. [104,203,152,223]
display-ad-box [55,434,102,459]
classified-ad: Ambitious person wanted for full time position. Call weekdays for interview. Excellent benefits, paid vacation, pleasant working conditions. Must be dependable with own transportation. References required. Apply in person or send resume. [254,94,301,114]
classified-ad: Ambitious person wanted for full time position. Call weekdays for interview. Excellent benefits, paid vacation, pleasant working conditions. Must be dependable with own transportation. References required. Apply in person or send resume. [254,622,301,642]
classified-ad: Ambitious person wanted for full time position. Call weekdays for interview. Excellent benefits, paid vacation, pleasant working conditions. Must be dependable with own transportation. References required. Apply in person or send resume. [154,1177,202,1197]
classified-ad: Ambitious person wanted for full time position. Call weekdays for interview. Excellent benefits, paid vacation, pleasant working conditions. Must be dependable with own transportation. References required. Apply in person or send resume. [154,822,202,842]
classified-ad: Ambitious person wanted for full time position. Call weekdays for interview. Excellent benefits, paid vacation, pleasant working conditions. Must be dependable with own transportation. References required. Apply in person or send resume. [403,255,450,275]
classified-ad: Ambitious person wanted for full time position. Call weekdays for interview. Excellent benefits, paid vacation, pleasant working conditions. Must be dependable with own transportation. References required. Apply in person or send resume. [5,709,52,729]
classified-ad: Ambitious person wanted for full time position. Call weekdays for interview. Excellent benefits, paid vacation, pleasant working conditions. Must be dependable with own transportation. References required. Apply in person or send resume. [55,1783,102,1803]
